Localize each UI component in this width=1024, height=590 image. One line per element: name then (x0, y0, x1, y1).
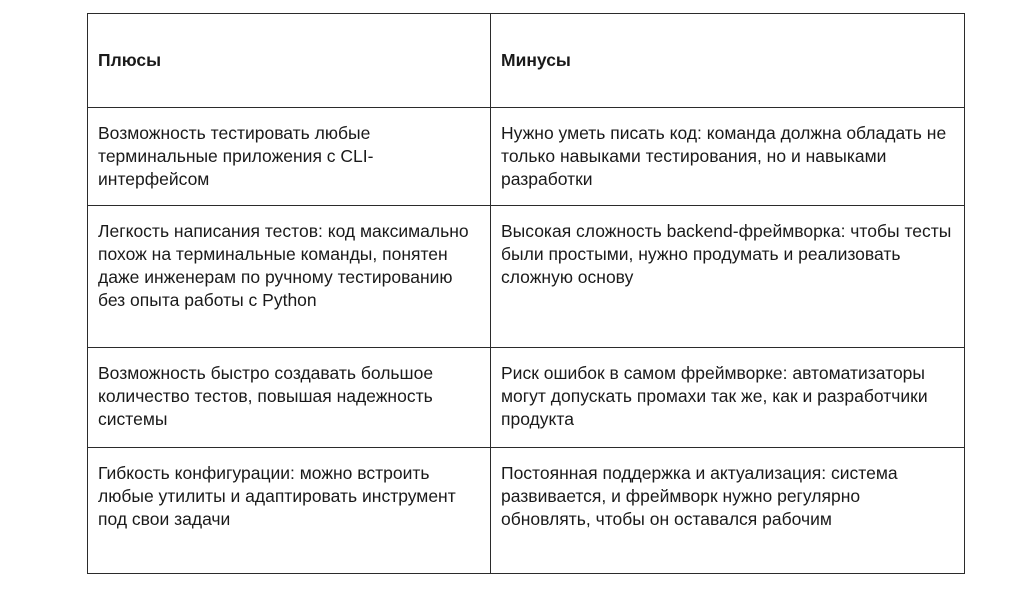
table-row (88, 206, 965, 348)
table-row (88, 448, 965, 574)
con-cell: Высокая сложность backend-фреймворка: чтобы тесты были простыми, нужно продумать и реализовать сложную основу (491, 206, 965, 348)
table-row (88, 108, 965, 206)
header-cons: Минусы (491, 14, 965, 108)
pro-cell: Возможность тестировать любые терминальные приложения с CLI-интерфейсом (88, 108, 491, 206)
table-row (88, 348, 965, 448)
pros-cons-table (87, 13, 965, 574)
con-cell: Риск ошибок в самом фреймворке: автоматизаторы могут допускать промахи так же, как и разработчики продукта (491, 348, 965, 448)
table-header-row (88, 14, 965, 108)
pro-cell: Возможность быстро создавать большое количество тестов, повышая надежность системы (88, 348, 491, 448)
header-pros: Плюсы (88, 14, 491, 108)
con-cell: Постоянная поддержка и актуализация: система развивается, и фреймворк нужно регулярно обновлять, чтобы он оставался рабочим (491, 448, 965, 574)
pro-cell: Легкость написания тестов: код максимально похож на терминальные команды, понятен даже инженерам по ручному тестированию без опыта работы с Python (88, 206, 491, 348)
con-cell: Нужно уметь писать код: команда должна обладать не только навыками тестирования, но и навыками разработки (491, 108, 965, 206)
pro-cell: Гибкость конфигурации: можно встроить любые утилиты и адаптировать инструмент под свои задачи (88, 448, 491, 574)
